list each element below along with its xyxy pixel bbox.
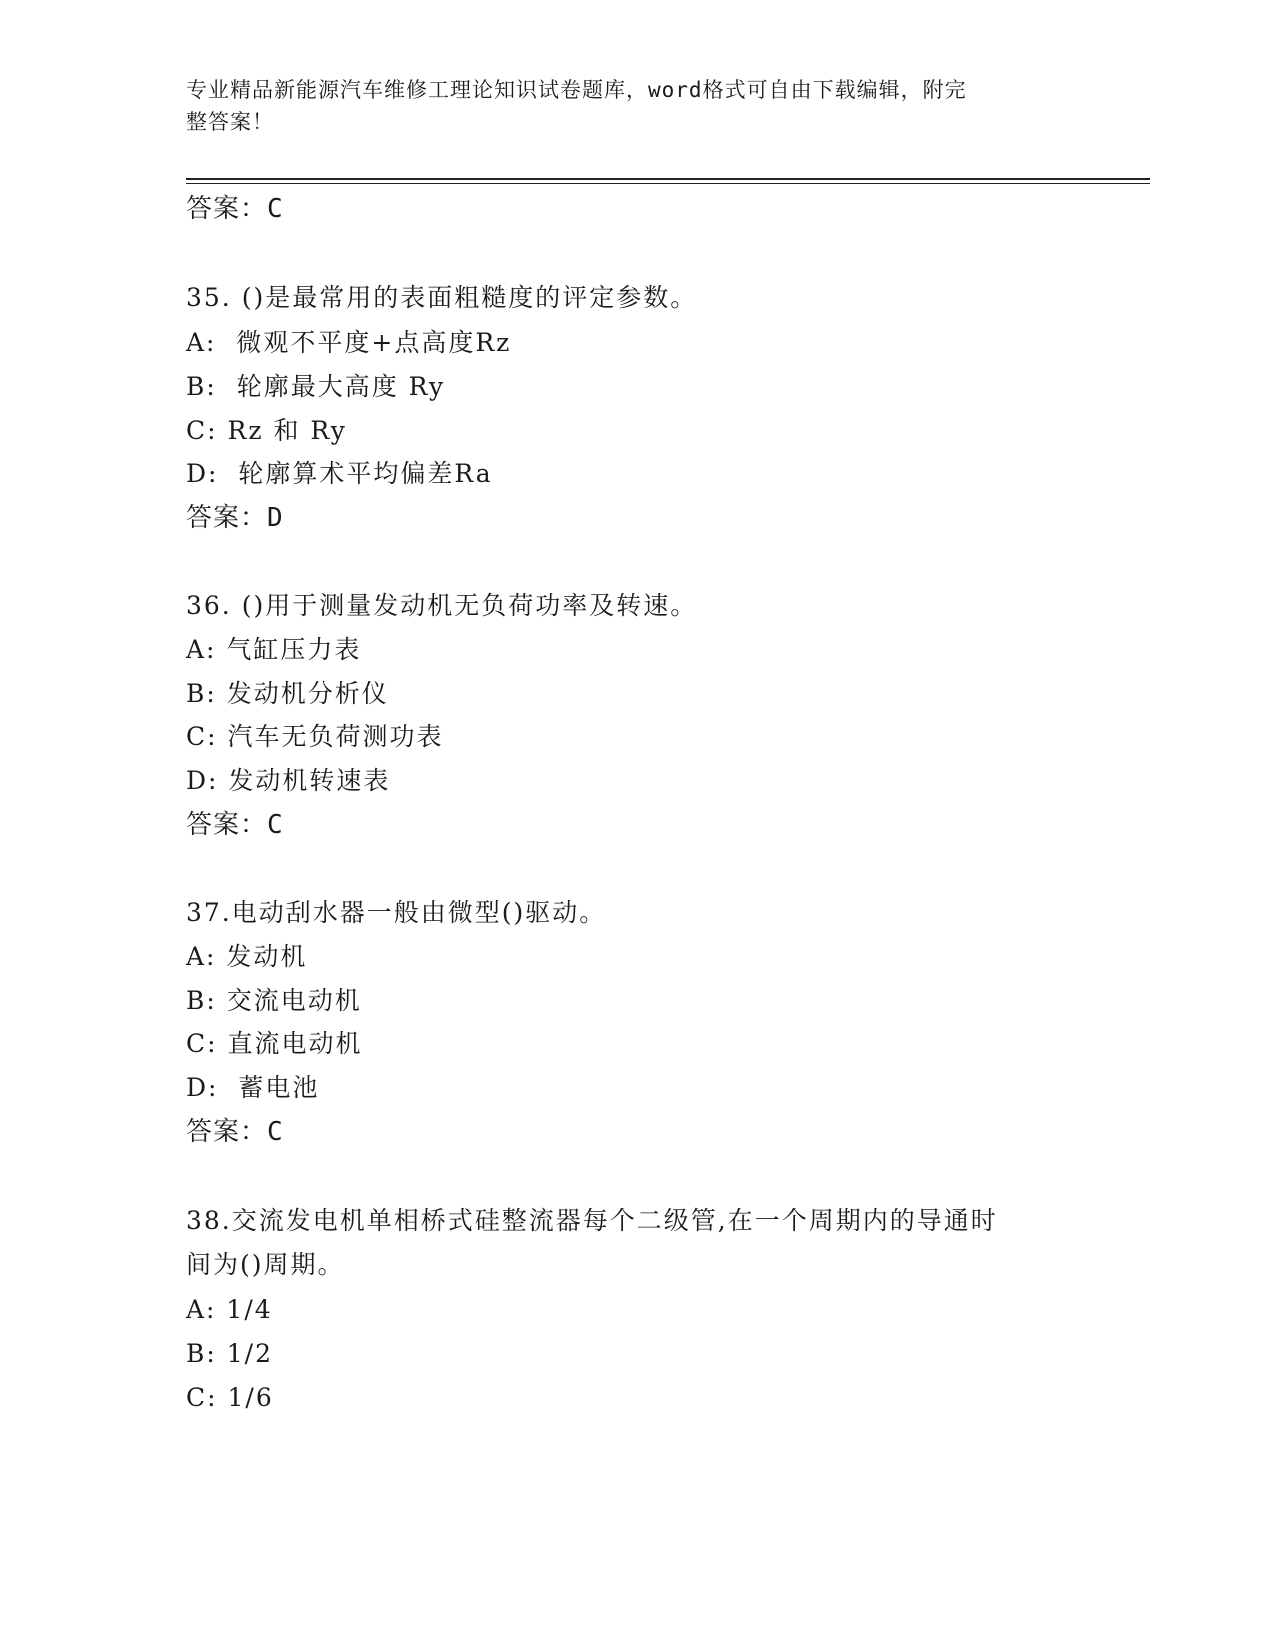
question-37-stem: 37.电动刮水器一般由微型()驱动。 bbox=[186, 898, 607, 927]
answer-36: 答案：C bbox=[186, 810, 284, 840]
question-35-option-d: D: 轮廓算术平均偏差Ra bbox=[186, 459, 493, 488]
answer-34: 答案：C bbox=[186, 194, 284, 224]
question-35-stem: 35. ()是最常用的表面粗糙度的评定参数。 bbox=[186, 283, 698, 312]
header-line-1: 专业精品新能源汽车维修工理论知识试卷题库，word格式可自由下载编辑，附完 bbox=[186, 78, 967, 102]
question-36-option-a: A: 气缸压力表 bbox=[186, 635, 362, 664]
question-37-option-d: D: 蓄电池 bbox=[186, 1073, 320, 1102]
question-37-option-a: A: 发动机 bbox=[186, 942, 308, 971]
question-36-option-d: D: 发动机转速表 bbox=[186, 766, 391, 795]
question-38-stem-line-1: 38.交流发电机单相桥式硅整流器每个二级管,在一个周期内的导通时 bbox=[186, 1206, 998, 1235]
header-divider-thin bbox=[186, 183, 1150, 184]
document-header bbox=[186, 74, 1066, 138]
header-divider-thick bbox=[186, 178, 1150, 180]
question-36-option-c: C: 汽车无负荷测功表 bbox=[186, 722, 444, 751]
answer-37: 答案：C bbox=[186, 1117, 284, 1147]
question-36-option-b: B: 发动机分析仪 bbox=[186, 679, 389, 708]
question-35-option-c: C: Rz 和 Ry bbox=[186, 416, 347, 445]
question-38-option-a: A: 1/4 bbox=[186, 1295, 273, 1324]
question-38-option-b: B: 1/2 bbox=[186, 1339, 273, 1368]
question-35-option-a: A: 微观不平度+点高度Rz bbox=[186, 328, 512, 357]
answer-35: 答案：D bbox=[186, 503, 284, 533]
question-37-option-b: B: 交流电动机 bbox=[186, 986, 362, 1015]
question-38-option-c: C: 1/6 bbox=[186, 1383, 274, 1412]
question-37-option-c: C: 直流电动机 bbox=[186, 1029, 363, 1058]
question-35-option-b: B: 轮廓最大高度 Ry bbox=[186, 372, 446, 401]
question-38-stem-line-2: 间为()周期。 bbox=[186, 1250, 345, 1279]
header-line-2: 整答案！ bbox=[186, 110, 274, 134]
question-36-stem: 36. ()用于测量发动机无负荷功率及转速。 bbox=[186, 591, 698, 620]
